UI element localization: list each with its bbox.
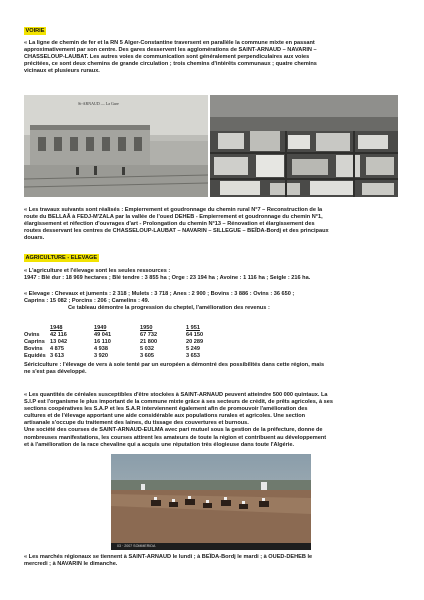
year-header: 1950	[140, 325, 153, 331]
text-line: artisanale s'occupe du traitement des laines, du tissage des couvertures et burnous.	[24, 420, 249, 427]
row-label: Bovins	[24, 346, 43, 353]
text-line: CHASSELOUP-LAUBAT. Les autres voies de communication sont généralement perpendiculaires aux voies	[24, 54, 310, 61]
table-cell: 5 249	[186, 346, 200, 353]
text-line: « Les marchés régionaux se tiennent à SAINT-ARNAUD le lundi ; à BEÏDA-Bordj le mardi ; à OUED-DEHEB le	[24, 554, 313, 560]
year-header: 1948	[50, 325, 63, 331]
agriculture-paragraph-1	[24, 268, 400, 282]
table-cell: 4 875	[50, 346, 64, 353]
text-line: Caprins : 15 082 ; Porcins : 206 ; Camelins : 49.	[24, 298, 150, 305]
table-cell: 16 110	[94, 339, 111, 346]
year-header: 1949	[94, 325, 107, 331]
text-line: « L'agriculture et l'élevage sont les seules ressources :	[24, 268, 171, 274]
text-line: précitées, ce sont deux chemins de grande circulation ; trois chemins d'intérêts communaux ; quatre chemins	[24, 61, 317, 68]
table-cell: 3 613	[50, 353, 64, 360]
voirie-paragraph-1	[24, 40, 400, 75]
aerial-town-photo	[210, 95, 398, 197]
table-cell: 5 032	[140, 346, 154, 353]
table-intro: Ce tableau démontre la progression du cheptel, l'amélioration des revenus :	[68, 305, 270, 312]
table-cell: 13 042	[50, 339, 68, 346]
text-line: élargissement et réfection d'ouvrages d'art - Prolongation du chemin N°13 – Rénovation et élargissement des	[24, 221, 315, 228]
table-cell: 49 041	[94, 332, 112, 339]
text-line: route du BELLAÂ à FEDJ-M'ZALA par la vallée de l'oued DEHEB - Empierrement et goudronnage du chemin N°1,	[24, 214, 323, 221]
text-line: mercredi ; à NAVARIN le dimanche.	[24, 561, 118, 568]
text-line: routes desservant les centres de CHASSELOUP-LAUBAT – NAVARIN – SILLEGUE – BEÏDA-Bordj et des principaux	[24, 228, 329, 235]
agriculture-paragraph-2	[24, 291, 400, 312]
text-line: ne s'est pas développé.	[24, 369, 87, 376]
text-line: 1947 : Blé dur : 18 969 hectares ; Blé tendre : 3 855 ha ; Orge : 23 194 ha ; Avoine : 1 116 ha ; Seigle : 216 ha.	[24, 275, 311, 282]
voirie-paragraph-2	[24, 207, 400, 242]
cereals-paragraph	[24, 392, 400, 449]
row-label: Caprins	[24, 339, 45, 346]
text-line: nombreuses manifestations, les courses attirent les amateurs de toute la région et contribuent au développement	[24, 434, 327, 441]
text-line: vicinaux et plusieurs ruraux.	[24, 68, 100, 75]
section-heading-agriculture: AGRICULTURE - ELEVAGE	[25, 254, 98, 261]
table-cell: 4 938	[94, 346, 108, 353]
table-cell: 3 920	[94, 353, 108, 360]
text-line: approximativement par son centre. Des gares desservent les agglomérations de SAINT-ARNAUD – NAVARIN –	[24, 47, 317, 54]
text-line: S.I.P est l'organisme le plus important de la commune mixte grâce à ses secteurs de crédit, de prêts agricoles, à ses	[24, 399, 334, 406]
station-photo-caption: St-ARNAUD — La Gare	[78, 101, 119, 106]
table-row	[24, 332, 244, 339]
text-line: « Elevage : Chevaux et juments : 2 318 ; Mulets : 3 718 ; Anes : 2 900 ; Bovins : 3 886 : Ovins : 36 650 ;	[24, 291, 295, 297]
table-cell: 3 653	[186, 353, 200, 360]
text-line: « Les travaux suivants sont réalisés : Empierrement et goudronnage du chemin rural N°7 – Reconstruction de la	[24, 207, 323, 213]
table-row	[24, 353, 244, 360]
text-line: sections coopératives les S.A.P et les S.A.R interviennent également afin de promouvoir l'amélioration des	[24, 406, 308, 413]
section-heading-voirie: VOIRIE	[25, 27, 45, 34]
text-line: Sériciculture : l'élevage de vers à soie tenté par un européen a démontré des possibilités dans cette région, mais	[24, 362, 325, 368]
text-line: « La ligne de chemin de fer et la RN 5 Alger-Constantine traversent en parallèle la commune mixte en passant	[24, 40, 315, 46]
text-line: et à l'amélioration de la race chevaline qui a acquis une réputation très élogieuse dans toute l'Algérie.	[24, 441, 294, 448]
livestock-table	[24, 325, 244, 360]
text-line: cultures et de l'élevage apportant une aide considérable aux populations rurales et agricoles. Une section	[24, 413, 306, 420]
table-row	[24, 346, 244, 353]
text-line: douars.	[24, 235, 45, 242]
row-label: Ovins	[24, 332, 40, 339]
sericulture-paragraph	[24, 362, 400, 376]
year-header: 1 951	[186, 325, 200, 331]
table-cell: 67 732	[140, 332, 158, 339]
table-cell: 21 800	[140, 339, 158, 346]
markets-paragraph	[24, 554, 400, 568]
row-label: Equidés	[24, 353, 46, 360]
table-cell: 42 116	[50, 332, 67, 339]
table-header-row	[24, 325, 244, 332]
table-row	[24, 339, 244, 346]
race-photo-caption: 03 · 2007 SOMMERIDA	[111, 543, 311, 550]
text-line: Une société des courses de SAINT-ARNAUD-EULMA avec pari mutuel sous la gestion de la préfecture, donne de	[24, 427, 323, 434]
horse-race-photo	[111, 454, 311, 550]
table-cell: 20 289	[186, 339, 204, 346]
table-cell: 3 605	[140, 353, 154, 360]
text-line: « Les quantités de céréales susceptibles d'être stockées à SAINT-ARNAUD peuvent atteindre 500 000 quintaux. La	[24, 392, 328, 398]
station-photo	[24, 95, 208, 197]
table-cell: 64 150	[186, 332, 204, 339]
